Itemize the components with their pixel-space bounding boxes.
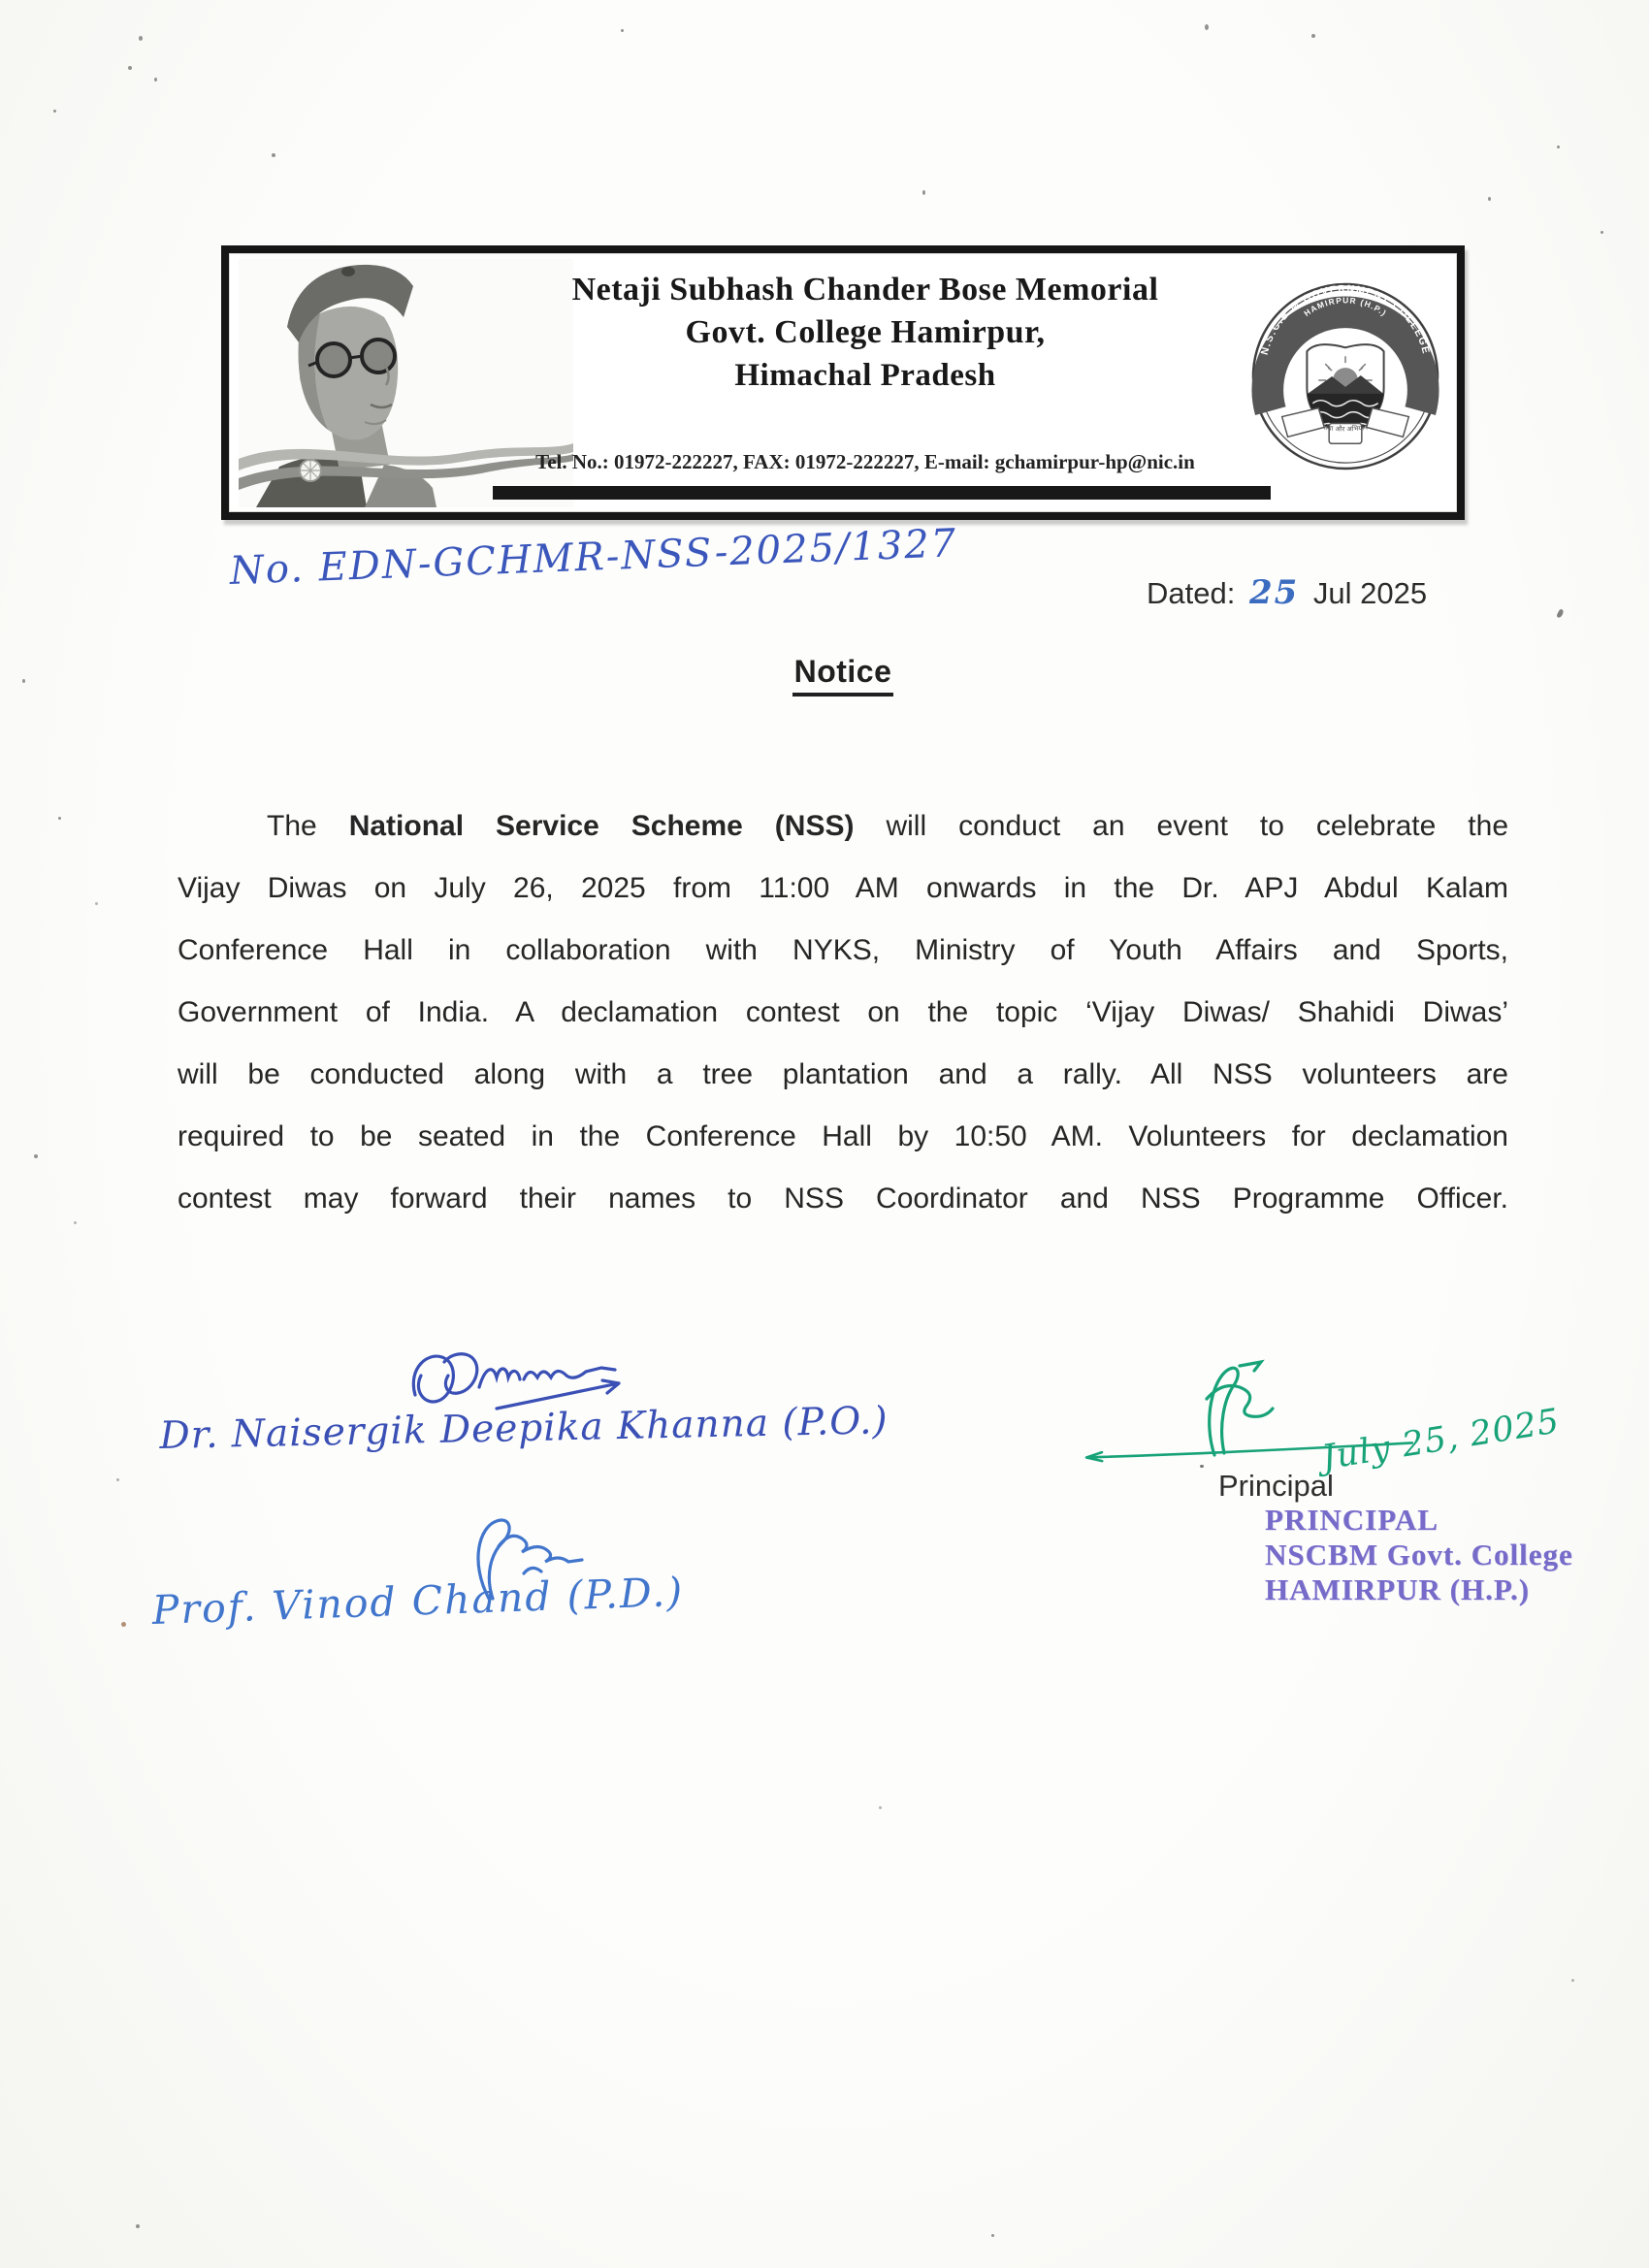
scan-speck (53, 110, 56, 113)
principal-stamp (1265, 1503, 1573, 1607)
scan-speck (621, 29, 624, 32)
chakra-icon (300, 460, 321, 481)
scan-speck (1557, 146, 1560, 148)
stamp-line-2: NSCBM Govt. College (1265, 1538, 1573, 1571)
reference-number-handwritten: No. EDN-GCHMR-NSS-2025/1327 (229, 521, 958, 594)
scan-speck (1200, 1465, 1204, 1468)
principal-label: Principal (1218, 1469, 1334, 1503)
scan-speck (139, 36, 143, 41)
body-line-2: Vijay Diwas on July 26, 2025 from 11:00 AM onwards in the Dr. APJ Abdul Kalam (178, 872, 1508, 904)
principal-date-handwritten: July 25, 2025 (1319, 1402, 1563, 1478)
scan-speck (22, 679, 25, 683)
body-line-1-bold: National Service Scheme (NSS) (348, 810, 855, 842)
body-line-3: Conference Hall in collaboration with NYKS, Ministry of Youth Affairs and Sports, (178, 934, 1508, 966)
body-line-1 (178, 807, 1508, 846)
scan-speck (1556, 608, 1565, 618)
scan-speck (74, 1221, 77, 1224)
date-rest: Jul 2025 (1312, 576, 1428, 610)
date-label: Dated: (1147, 576, 1236, 610)
scan-speck (136, 2224, 140, 2228)
college-name-line3: Himachal Pradesh (734, 358, 996, 393)
scan-speck (1311, 34, 1315, 38)
body-line-6: required to be seated in the Conference Hall by 10:50 AM. Volunteers for declamation (178, 1120, 1508, 1152)
body-line-7: contest may forward their names to NSS Coordinator and NSS Programme Officer. (178, 1183, 1508, 1215)
scan-speck (1571, 1979, 1574, 1982)
scan-speck (272, 153, 275, 157)
emblem-ring-text: N.S.C.B.M GOVERNMENT COLLEGE (1259, 283, 1432, 357)
college-emblem (1249, 280, 1441, 472)
dateline (1147, 573, 1427, 612)
college-name-block (526, 269, 1205, 397)
scan-speck (95, 902, 98, 905)
body-line-1-text2: will conduct an event to celebrate the (854, 810, 1509, 842)
scan-speck (1600, 231, 1603, 234)
scan-speck (991, 2234, 994, 2237)
notice-title-wrap (178, 654, 1508, 697)
stamp-line-1: PRINCIPAL (1265, 1503, 1439, 1537)
scan-speck (879, 1806, 882, 1809)
scan-speck (1205, 24, 1209, 30)
body-line-4: Government of India. A declamation contest on the topic ‘Vijay Diwas/ Shahidi Diwas’ (178, 996, 1508, 1028)
date-day-handwritten: 25 (1248, 573, 1300, 612)
scan-speck (58, 817, 61, 820)
signer-name-chand: Prof. Vinod Chand (P.D.) (151, 1568, 686, 1634)
scan-speck (121, 1622, 126, 1627)
scan-speck (34, 1154, 38, 1158)
scan-speck (922, 190, 925, 195)
signer-name-khanna: Dr. Naisergik Deepika Khanna (P.O.) (159, 1399, 889, 1458)
college-name-line1: Netaji Subhash Chander Bose Memorial (571, 272, 1159, 308)
scan-speck (1488, 197, 1491, 201)
college-name-line2: Govt. College Hamirpur, (685, 314, 1046, 350)
notice-title: Notice (792, 654, 894, 697)
body-line-1-text: The (267, 810, 349, 842)
body-line-5: will be conducted along with a tree plantation and a rally. All NSS volunteers are (178, 1058, 1508, 1090)
scan-speck (116, 1478, 119, 1481)
scan-speck (154, 78, 157, 81)
stamp-line-3: HAMIRPUR (H.P.) (1265, 1572, 1531, 1606)
contact-line: Tel. No.: 01972-222227, FAX: 01972-222227, E-mail: gchamirpur-hp@nic.in (535, 450, 1195, 473)
scan-speck (128, 66, 132, 70)
emblem-ring-text-inner: HAMIRPUR (H.P.) (1302, 295, 1389, 318)
emblem-motto-text: सेवा और अभियान (1322, 423, 1369, 434)
letterhead-box (221, 245, 1465, 520)
header-divider-bar (493, 486, 1271, 500)
